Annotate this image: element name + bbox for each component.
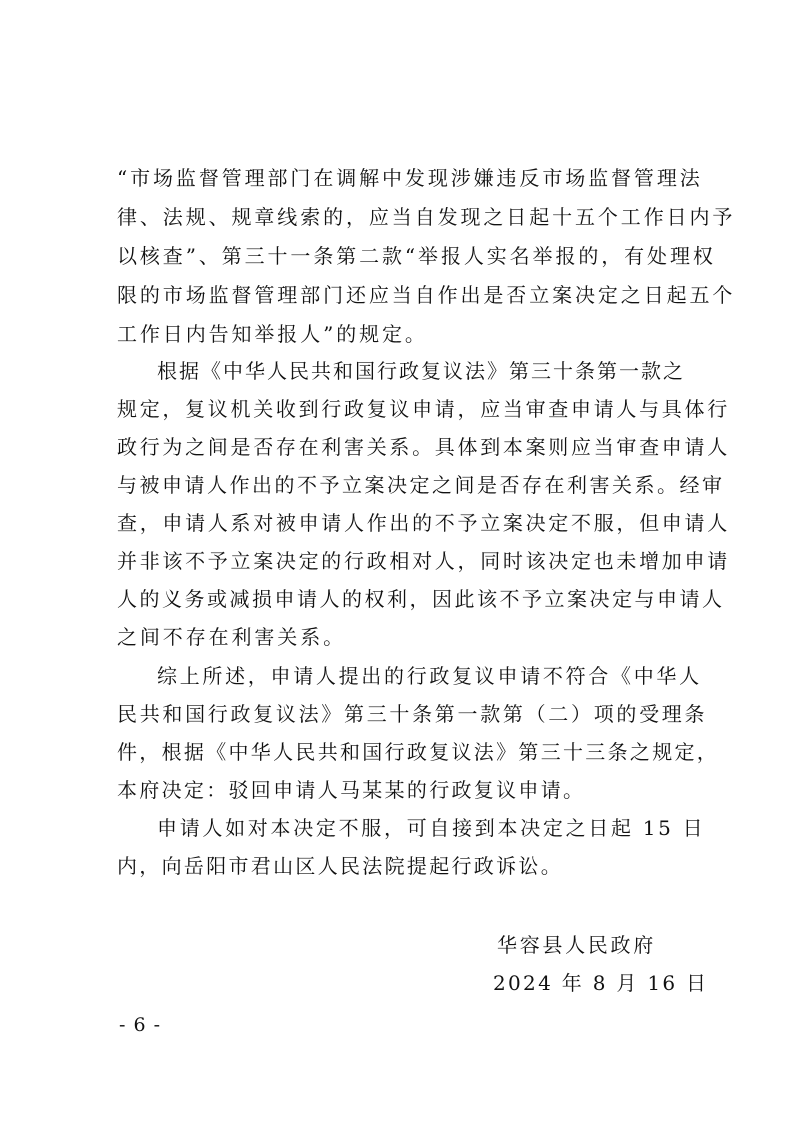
body-text-line: “市场监督管理部门在调解中发现涉嫌违反市场监督管理法 bbox=[117, 166, 703, 190]
body-text-line: 申请人如对本决定不服，可自接到本决定之日起 15 日 bbox=[157, 816, 706, 840]
body-text-line: 查，申请人系对被申请人作出的不予立案决定不服，但申请人 bbox=[117, 511, 730, 535]
body-text-line: 政行为之间是否存在利害关系。具体到本案则应当审查申请人 bbox=[117, 435, 730, 459]
page-number: - 6 - bbox=[119, 1014, 162, 1036]
body-text-line: 与被申请人作出的不予立案决定之间是否存在利害关系。经审 bbox=[117, 473, 725, 497]
body-text-line: 并非该不予立案决定的行政相对人，同时该决定也未增加申请 bbox=[117, 549, 730, 573]
body-text-line: 内，向岳阳市君山区人民法院提起行政诉讼。 bbox=[117, 854, 563, 878]
body-text-line: 工作日内告知举报人”的规定。 bbox=[117, 322, 428, 346]
body-text-line: 综上所述，申请人提出的行政复议申请不符合《中华人 bbox=[157, 664, 702, 688]
issuer-signature: 华容县人民政府 bbox=[497, 933, 656, 957]
body-text-line: 民共和国行政复议法》第三十条第一款第（二）项的受理条 bbox=[117, 702, 708, 726]
body-text-line: 根据《中华人民共和国行政复议法》第三十条第一款之 bbox=[157, 359, 685, 383]
body-text-line: 规定，复议机关收到行政复议申请，应当审查申请人与具体行 bbox=[117, 397, 730, 421]
body-text-line: 件，根据《中华人民共和国行政复议法》第三十三条之规定， bbox=[117, 740, 720, 764]
issue-date: 2024 年 8 月 16 日 bbox=[493, 971, 709, 995]
body-text-line: 人的义务或减损申请人的权利，因此该不予立案决定与申请人 bbox=[117, 587, 725, 611]
body-text-line: 以核查”、第三十一条第二款“举报人实名举报的，有处理权 bbox=[117, 244, 716, 268]
body-text-line: 之间不存在利害关系。 bbox=[117, 625, 346, 649]
body-text-line: 本府决定：驳回申请人马某某的行政复议申请。 bbox=[117, 778, 586, 802]
body-text-line: 限的市场监督管理部门还应当自作出是否立案决定之日起五个 bbox=[117, 283, 736, 307]
body-text-line: 律、法规、规章线索的，应当自发现之日起十五个工作日内予 bbox=[117, 205, 736, 229]
